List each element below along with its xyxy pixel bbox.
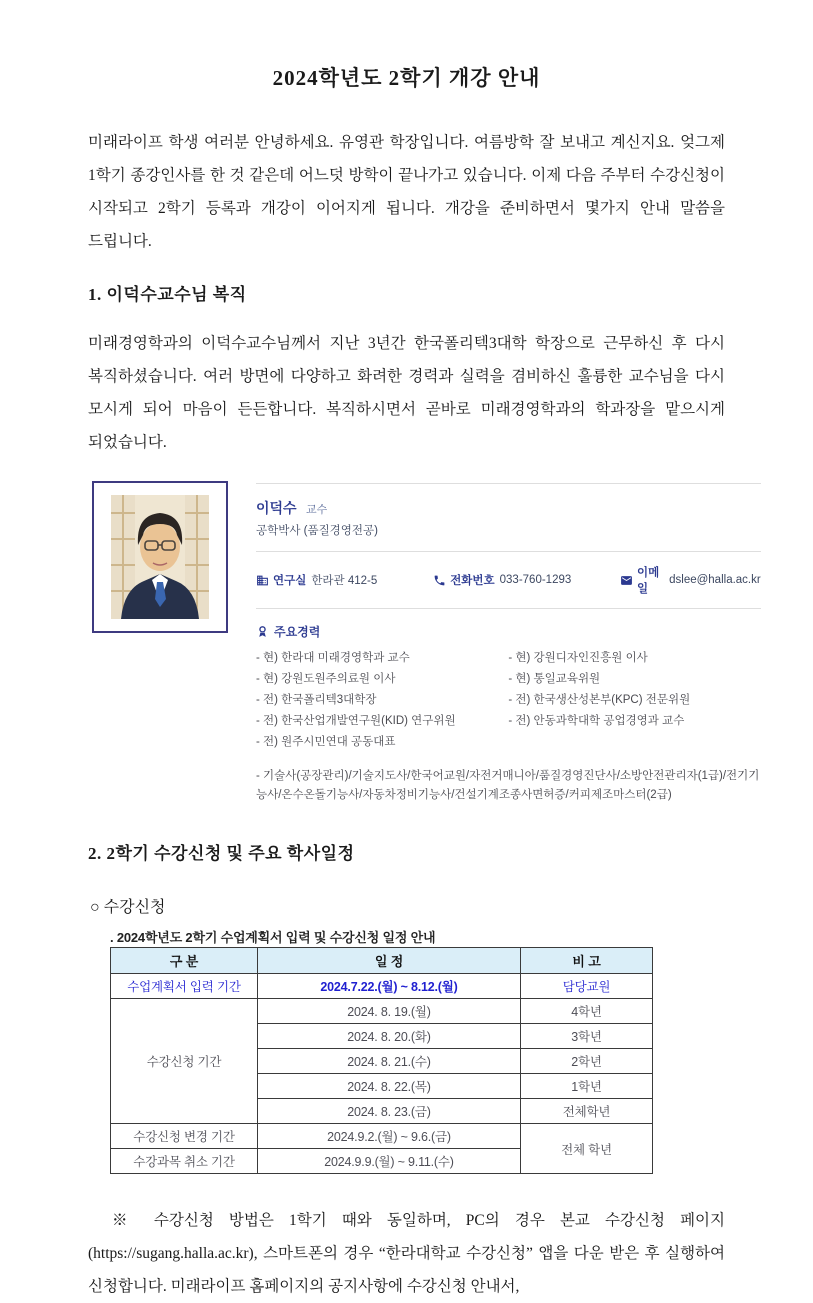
professor-profile-card — [92, 481, 761, 805]
table-row — [111, 1124, 653, 1149]
career-section-heading — [256, 623, 761, 640]
footer-note-paragraph: ※ 수강신청 방법은 1학기 때와 동일하며, PC의 경우 본교 수강신청 페이지 (https://sugang.halla.ac.kr), 스마트폰의 경우 “한라대학교 수강신청” 앱을 다운 받은 후 실행하여 신청합니다. 미래라이프 홈페이지의 공지사항에 수강신청 안내서, — [88, 1212, 725, 1295]
table-header-row — [111, 948, 653, 974]
career-item: - 전) 한국생산성본부(KPC) 전문위원 — [508, 694, 691, 706]
section1-heading: 1. 이덕수교수님 복직 — [88, 285, 247, 304]
header-schedule: 일 정 — [258, 948, 521, 974]
cell-schedule: 2024.9.9.(월) ~ 9.11.(수) — [258, 1149, 521, 1174]
divider — [256, 608, 761, 609]
phone-info — [433, 564, 620, 596]
cell-note: 전체 학년 — [521, 1124, 653, 1174]
cell-note: 3학년 — [521, 1024, 653, 1049]
career-list — [256, 648, 761, 753]
email-label: 이메일 — [636, 567, 660, 595]
professor-name: 이덕수 — [256, 500, 297, 516]
professor-info-panel — [256, 481, 761, 805]
professor-degree: 공학박사 (품질경영전공) — [256, 525, 378, 537]
career-item: - 현) 강원도원주의료원 이사 — [256, 673, 396, 685]
cell-category: 수강신청 기간 — [111, 999, 258, 1124]
cell-schedule: 2024.9.2.(월) ~ 9.6.(금) — [258, 1124, 521, 1149]
schedule-table — [110, 947, 653, 1174]
building-icon — [256, 574, 269, 587]
intro-paragraph: 미래라이프 학생 여러분 안녕하세요. 유영관 학장입니다. 여름방학 잘 보내고 계신지요. 엊그제 1학기 종강인사를 한 것 같은데 어느덧 방학이 끝나가고 있습니다. 이제 다음 주부터 수강신청이 시작되고 2학기 등록과 개강이 이어지게 됩니다. 개강을 준비하면서 몇가지 안내 말씀을 드립니다. — [88, 134, 725, 250]
career-item: - 전) 한국산업개발연구원(KID) 연구위원 — [256, 715, 456, 727]
phone-label: 전화번호 — [450, 575, 495, 587]
medal-icon — [256, 625, 269, 638]
career-item: - 전) 안동과학대학 공업경영과 교수 — [508, 715, 685, 727]
email-value: dslee@halla.ac.kr — [669, 574, 761, 586]
career-item: - 현) 강원디자인진흥원 이사 — [508, 652, 648, 664]
career-item: - 전) 한국폴리텍3대학장 — [256, 694, 377, 706]
cell-schedule: 2024. 8. 19.(월) — [258, 999, 521, 1024]
cell-note: 4학년 — [521, 999, 653, 1024]
section1-paragraph: 미래경영학과의 이덕수교수님께서 지난 3년간 한국폴리텍3대학 학장으로 근무하신 후 다시 복직하셨습니다. 여러 방면에 다양하고 화려한 경력과 실력을 겸비하신 훌륭한 교수님을 다시 모시게 되어 마음이 든든합니다. 복직하시면서 곧바로 미래경영학과의 학과장을 맡으시게 되었습니다. — [88, 335, 725, 451]
career-heading-label: 주요경력 — [274, 625, 321, 639]
cell-schedule: 2024. 8. 22.(목) — [258, 1074, 521, 1099]
cell-note: 전체학년 — [521, 1099, 653, 1124]
sugang-bullet: ○ 수강신청 — [90, 899, 166, 916]
cell-note: 담당교원 — [521, 974, 653, 999]
cell-schedule: 2024. 8. 20.(화) — [258, 1024, 521, 1049]
contact-row — [256, 552, 761, 608]
professor-photo-frame — [92, 481, 228, 633]
phone-icon — [433, 574, 446, 587]
professor-photo — [111, 495, 209, 619]
professor-title: 교수 — [306, 504, 328, 516]
header-note: 비 고 — [521, 948, 653, 974]
envelope-icon — [620, 574, 633, 587]
table-row — [111, 999, 653, 1024]
email-info — [620, 564, 761, 596]
cell-note: 2학년 — [521, 1049, 653, 1074]
office-label: 연구실 — [273, 575, 307, 587]
cell-category: 수업계획서 입력 기간 — [111, 974, 258, 999]
cell-schedule: 2024. 8. 21.(수) — [258, 1049, 521, 1074]
certifications-line: - 기술사(공장관리)/기술지도사/한국어교원/자전거매니아/품질경영진단사/소방안전관리자(1급)/전기기능사/온수온돌기능사/자동차정비기능사/건설기계조종사면허증/커피제조마스터(2급) — [256, 770, 760, 801]
office-value: 한라관 412-5 — [311, 575, 378, 587]
cell-schedule: 2024.7.22.(월) ~ 8.12.(월) — [258, 974, 521, 999]
cell-schedule: 2024. 8. 23.(금) — [258, 1099, 521, 1124]
page-title: 2024학년도 2학기 개강 안내 — [272, 66, 541, 90]
office-info — [256, 564, 433, 596]
schedule-table-caption: . 2024학년도 2학기 수업계획서 입력 및 수강신청 일정 안내 — [110, 930, 436, 945]
table-row — [111, 974, 653, 999]
cell-note: 1학년 — [521, 1074, 653, 1099]
header-category: 구 분 — [111, 948, 258, 974]
career-item: - 현) 통일교육위원 — [508, 673, 601, 685]
section2-heading: 2. 2학기 수강신청 및 주요 학사일정 — [88, 844, 355, 863]
career-item: - 전) 원주시민연대 공동대표 — [256, 736, 396, 748]
schedule-table-block — [110, 927, 652, 1174]
career-item: - 현) 한라대 미래경영학과 교수 — [256, 652, 410, 664]
cell-category: 수강신청 변경 기간 — [111, 1124, 258, 1149]
cell-category: 수강과목 취소 기간 — [111, 1149, 258, 1174]
phone-value: 033-760-1293 — [499, 574, 572, 586]
